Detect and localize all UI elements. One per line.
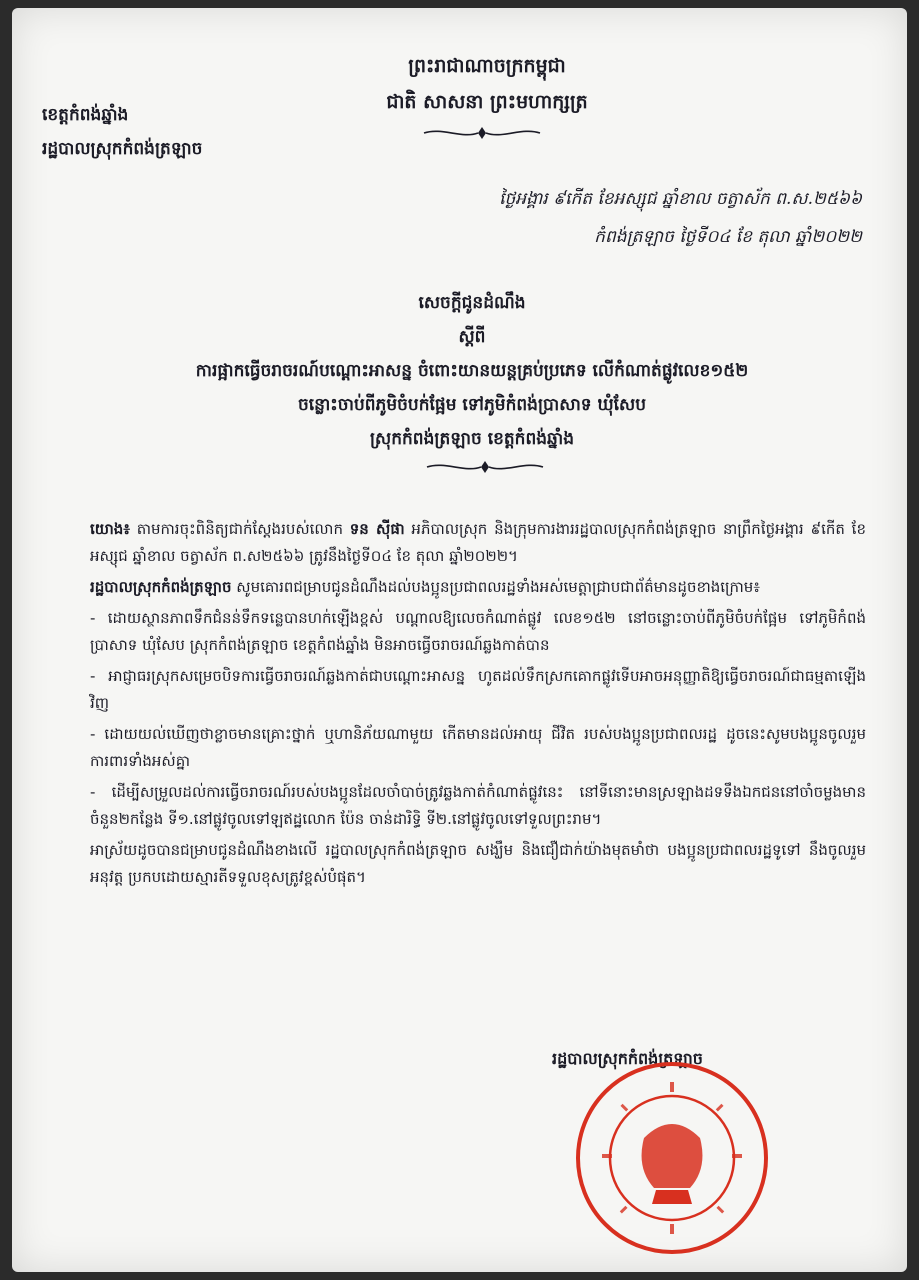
national-header xyxy=(352,48,622,120)
notice-subject-line-3: ស្រុកកំពង់ត្រឡាច ខេត្តកំពង់ឆ្នាំង xyxy=(369,429,575,449)
bullet-item-4: - ដើម្បីសម្រួលដល់ការធ្វើចរាចរណ៍របស់បងប្អូនដែលចាំបាច់ត្រូវឆ្លងកាត់កំណាត់ផ្លូវនេះ នៅទីនោះមានស្រឡាងដទទឹងឯកជននៅចាំចម្លងមានចំនួន២កន្លែង ទី១.នៅផ្លូវចូលទៅឡឥដ្ឋលោក ប៉ែន ចាន់ដារិទ្ធិ ទី២.នៅផ្លូវចូលទៅទួលព្រះរាម។ xyxy=(90,783,866,828)
notice-subject-line-2: ចន្លោះចាប់ពីភូមិចំបក់ផ្អែម ទៅភូមិកំពង់ប្រាសាទ ឃុំសែប xyxy=(297,395,647,415)
district-admin-name: រដ្ឋបាលស្រុកកំពង់ត្រឡាច xyxy=(42,139,203,159)
reference-official-name: ទន ស៊ីផា xyxy=(349,520,405,538)
document-page xyxy=(12,8,907,1272)
ornament-divider-icon xyxy=(425,460,545,474)
solar-date: កំពង់ត្រឡាច ថ្ងៃទី០៤ ខែ តុលា ឆ្នាំ២០២២ xyxy=(594,227,862,247)
ornament-divider-icon xyxy=(422,126,542,140)
national-motto: ជាតិ សាសនា ព្រះមហាក្សត្រ xyxy=(386,91,588,113)
issuing-authority xyxy=(42,98,202,166)
reference-label: យោង៖ xyxy=(90,520,130,538)
bullet-item-3: - ដោយយល់ឃើញថាខ្លាចមានគ្រោះថ្នាក់ ឬហានិភ័យណាមួយ កើតមានដល់អាយុ ជីវិត របស់បងប្អូនប្រជាពលរដ្ឋ ដូចនេះសូមបងប្អូនចូលរួមការពារទាំងអស់គ្នា xyxy=(90,725,866,770)
notice-body xyxy=(90,516,866,895)
reference-text-a: តាមការចុះពិនិត្យជាក់ស្តែងរបស់លោក xyxy=(136,520,350,538)
lunar-date: ថ្ងៃអង្គារ ៩កើត ខែអស្សុជ ឆ្នាំខាល ចត្វាស័ក ព.ស.២៥៦៦ xyxy=(499,189,862,209)
admin-name: រដ្ឋបាលស្រុកកំពង់ត្រឡាច xyxy=(90,578,232,596)
bullet-item-2: - អាជ្ញាធរស្រុកសម្រេចបិទការធ្វើចរាចរណ៍ឆ្លងកាត់ជាបណ្តោះអាសន្ន ហូតដល់ទឹកស្រកគោកផ្លូវទើបអាចអនុញ្ញាតិឱ្យធ្វើចរាចរណ៍ជាធម្មតាឡើងវិញ xyxy=(90,667,866,712)
notice-about: ស្តីពី xyxy=(458,327,486,347)
date-block xyxy=(392,180,862,256)
official-seal-icon xyxy=(572,1058,772,1258)
intro-text: សូមគោរពជម្រាបជូនដំណឹងដល់បងប្អូនប្រជាពលរដ្ឋទាំងអស់មេត្តាជ្រាបជាព័ត៌មានដូចខាងក្រោម៖ xyxy=(236,578,760,596)
notice-subject-line-1: ការផ្អាកធ្វើចរាចរណ៍បណ្តោះអាសន្ន ចំពោះយានយន្តគ្រប់ប្រភេទ លើកំណាត់ផ្លូវលេខ១៥២ xyxy=(195,361,749,381)
reference-text-b: អភិបាលស្រុក និងក្រុមការងាររដ្ឋបាលស្រុកកំពង់ត្រឡាច នាព្រឹកថ្ងៃអង្គារ ៩កើត ខែអស្សុជ ឆ្នាំខាល ចត្វាស័ក ព.ស២៥៦៦ ត្រូវនឹងថ្ងៃទី០៤ ខែ តុលា ឆ្នាំ២០២២។ xyxy=(90,520,866,565)
reference-paragraph xyxy=(90,516,866,570)
signer-name: រដ្ឋបាលស្រុកកំពង់ត្រឡាច xyxy=(552,1049,703,1068)
notice-title-block xyxy=(72,286,872,456)
kingdom-title: ព្រះរាជាណាចក្រកម្ពុជា xyxy=(408,55,566,77)
closing-paragraph: អាស្រ័យដូចបានជម្រាបជូនដំណឹងខាងលើ រដ្ឋបាលស្រុកកំពង់ត្រឡាច សង្ឃឹម និងជឿជាក់យ៉ាងមុតមាំថា បងប្អូនប្រជាពលរដ្ឋទូទៅ នឹងចូលរួមអនុវត្ត ប្រកបដោយស្មារតីទទួលខុសត្រូវខ្ពស់បំផុត។ xyxy=(90,841,866,886)
intro-paragraph xyxy=(90,574,866,601)
province-name: ខេត្តកំពង់ឆ្នាំង xyxy=(42,105,129,125)
notice-heading: សេចក្តីជូនដំណឹង xyxy=(418,293,526,313)
bullet-item-1: - ដោយស្ថានភាពទឹកជំនន់ទឹកទន្លេបានហក់ឡើងខ្ពស់ បណ្តាលឱ្យលេចកំណាត់ផ្លូវ លេខ១៥២ នៅចន្លោះចាប់ពីភូមិចំបក់ផ្អែម ទៅភូមិកំពង់ប្រាសាទ ឃុំសែប ស្រុកកំពង់ត្រឡាច ខេត្តកំពង់ឆ្នាំង មិនអាចធ្វើចរាចរណ៍ឆ្លងកាត់បាន xyxy=(90,609,866,654)
